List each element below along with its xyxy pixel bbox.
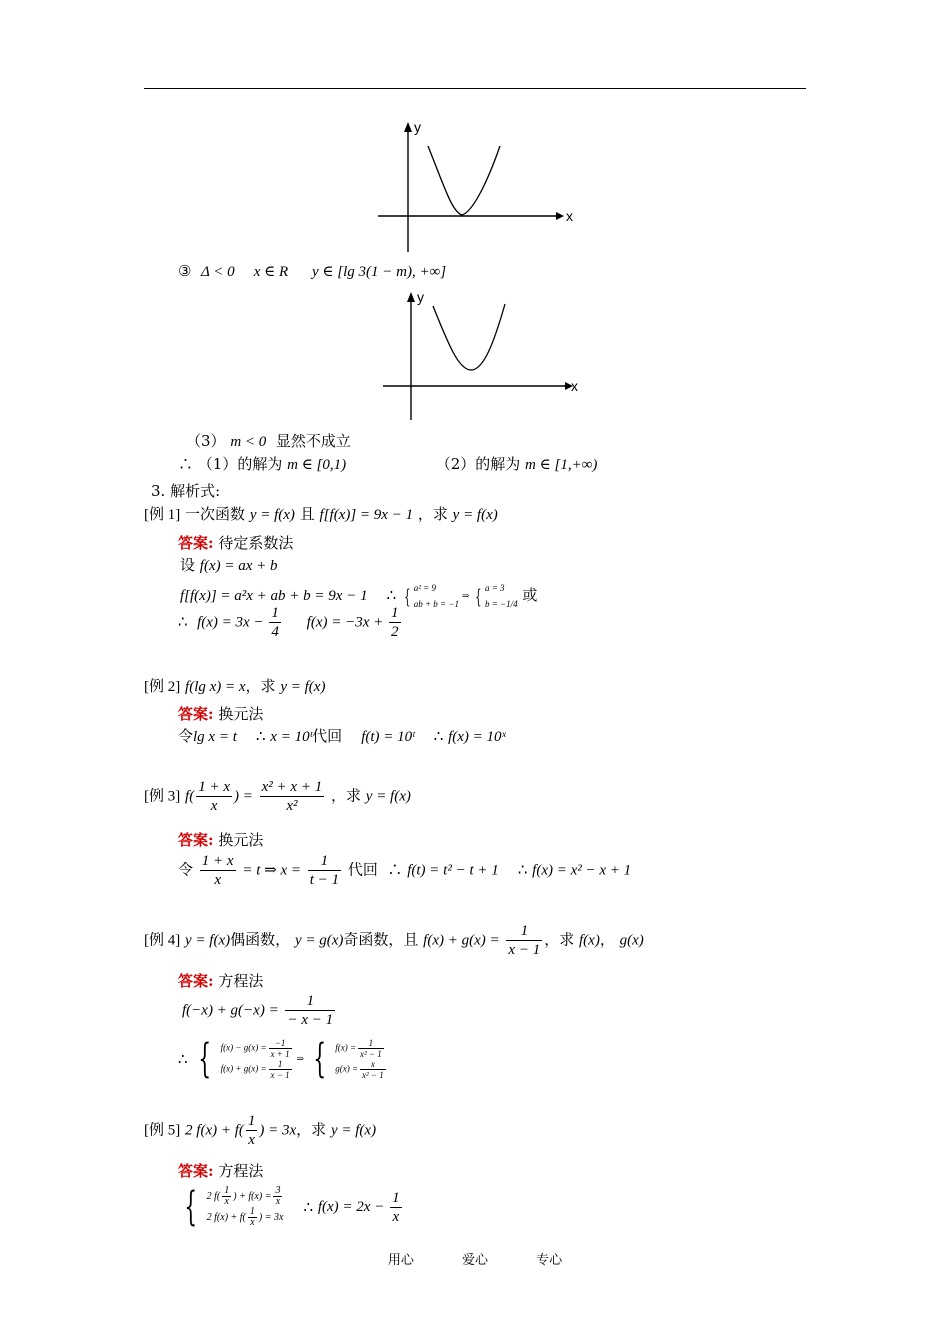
example-1-setup: 设 f(x) = ax + b (180, 556, 278, 574)
footer-text: 专心 (536, 1253, 563, 1268)
conclusion-line: ∴ （1）的解为 m ∈ [0,1) （2）的解为 m ∈ [1,+∞) (178, 455, 598, 473)
example-2-question: [例 2] f(lg x) = x，求 y = f(x) (144, 677, 326, 695)
x-axis-label: x (566, 208, 573, 224)
example-4-question: [例 4] y = f(x)偶函数， y = g(x)奇函数，且 f(x) + g(x) = $\frac{1}{x - 1}$ ，求 f(x)， g(x) (144, 923, 644, 958)
example-3-question: [例 3] f( $\frac{1 + x}{x}$ ) = $\frac{\text{x² + x + 1}}{\text{x²}}$ ，求 y = f(x) (144, 779, 411, 814)
part-3-line: （3） m < 0 显然不成立 (186, 432, 351, 450)
example-2-solution: 令lg x = t ∴ x = 10ᵗ代回 f(t) = 10ᵗ ∴ f(x) = 10ˣ (178, 727, 506, 745)
example-3-answer: 答案: 换元法 (178, 831, 264, 849)
y-axis-label: y (414, 119, 421, 135)
section-title: 3. 解析式: (151, 482, 221, 500)
footer-text: 爱心 (461, 1253, 488, 1268)
example-3-solution: 令 $\frac{1 + x}{x}$ = t ⇒ x = $\frac{1}{t - 1}$ 代回 ∴ f(t) = t² − t + 1 ∴ f(x) = x² − x + 1 (178, 853, 632, 888)
page-footer (0, 1249, 950, 1268)
example-1-question: [例 1] 一次函数 y = f(x) 且 f[f(x)] = 9x − 1 ，求 y = f(x) (144, 505, 498, 523)
example-5-answer: 答案: 方程法 (178, 1162, 264, 1180)
example-1-equation: f[f(x)] = a²x + ab + b = 9x − 1 ∴ { a² = 9 ab + b = −1 ⇒ { a = 3 b = −1/4 或 (180, 583, 538, 609)
x-axis-label: x (571, 378, 578, 394)
example-1-answer: 答案: 待定系数法 (178, 534, 294, 552)
example-4-answer: 答案: 方程法 (178, 972, 264, 990)
y-axis-label: y (417, 289, 424, 305)
parabola-graph-1 (370, 116, 590, 256)
example-1-result: ∴ f(x) = 3x − $\frac{1}{4}$ f(x) = −3x + $\frac{1}{2}$ (178, 605, 399, 640)
case-3-line: ③ Δ < 0 x ∈ R y ∈ [lg 3(1 − m), +∞] (178, 262, 447, 280)
header-rule (144, 88, 806, 89)
example-4-equation: f(−x) + g(−x) = $\frac{1}{- x - 1}$ (182, 993, 334, 1028)
example-5-question: [例 5] 2 f(x) + f( $\frac{1}{x}$ ) = 3x，求 y = f(x) (144, 1113, 377, 1148)
example-2-answer: 答案: 换元法 (178, 705, 264, 723)
parabola-graph-2 (375, 286, 595, 422)
example-4-system: ∴ { f(x) − g(x) = $\frac{-1}{x + 1}$ f(x) + g(x) = $\frac{1}{x - 1}$ ⇒ { f(x) = $\frac{1}{\text{x² − 1}}$ g(x) = $\frac{x}{\text{x² − 1}}$ (178, 1036, 384, 1082)
footer-text: 用心 (387, 1253, 414, 1268)
example-5-system: { 2 f( $\frac{1}{x}$ ) + f(x) = $\frac{3}{x}$ 2 f(x) + f( $\frac{1}{x}$ ) = 3x ∴ f(x) = 2x − $\frac{1}{x}$ (184, 1184, 400, 1230)
